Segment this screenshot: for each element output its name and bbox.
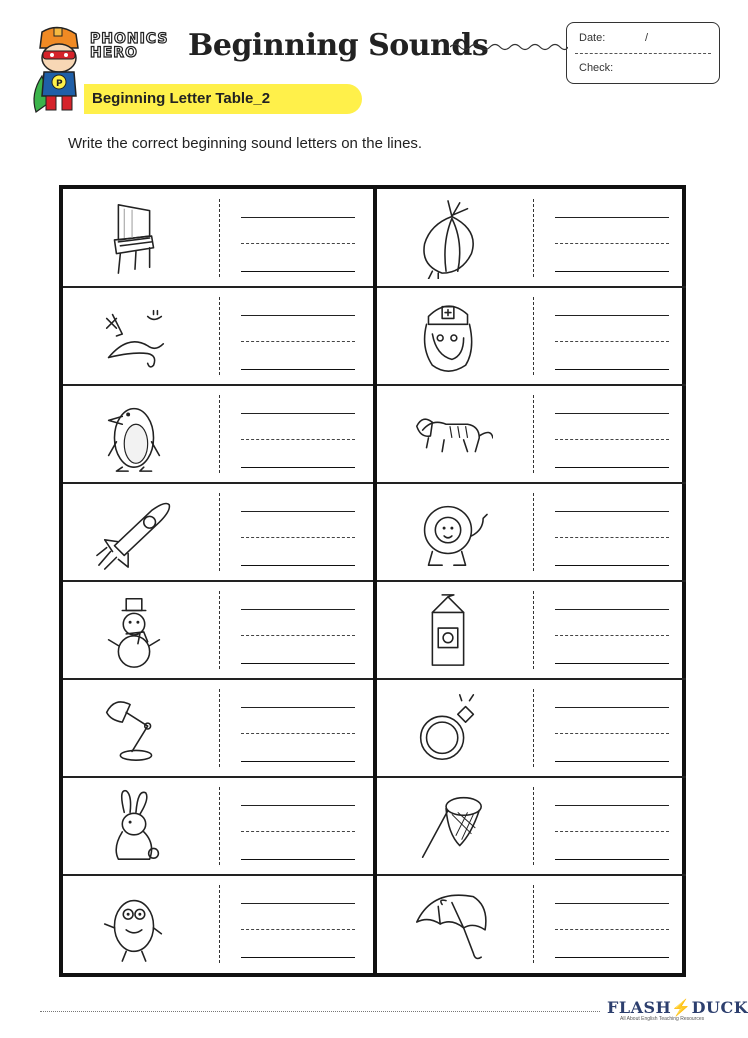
penguin-icon: [89, 393, 179, 475]
writing-line-top: [555, 903, 669, 904]
writing-line-bot[interactable]: [241, 565, 355, 566]
onion-icon: [403, 197, 493, 279]
writing-line-bot[interactable]: [241, 369, 355, 370]
writing-line-top: [241, 413, 355, 414]
cell-divider: [533, 493, 534, 571]
writing-line-top: [555, 609, 669, 610]
check-label: Check:: [579, 62, 614, 74]
ring-icon: [403, 687, 493, 769]
writing-line-top: [555, 315, 669, 316]
right-column: [377, 189, 687, 973]
cell-divider: [219, 591, 220, 669]
writing-line-top: [241, 903, 355, 904]
right-row-5: [377, 581, 687, 679]
cell-divider: [219, 493, 220, 571]
flash-duck-logo: [607, 998, 748, 1017]
lion-icon: [403, 491, 493, 573]
cell-divider: [533, 689, 534, 767]
writing-line-bot[interactable]: [555, 467, 669, 468]
instructions: Write the correct beginning sound letters on the lines.: [68, 135, 423, 152]
writing-line-top: [241, 511, 355, 512]
writing-line-mid: [241, 341, 355, 342]
writing-line-bot[interactable]: [555, 663, 669, 664]
monster-icon: [89, 883, 179, 965]
right-row-1: [377, 189, 687, 287]
writing-line-mid: [555, 537, 669, 538]
cell-divider: [219, 395, 220, 473]
writing-line-bot[interactable]: [241, 761, 355, 762]
brand-line-1: PHONICS: [90, 31, 169, 47]
writing-line-mid: [241, 929, 355, 930]
piano-icon: [89, 197, 179, 279]
net-icon: [403, 785, 493, 867]
rabbit-icon: [89, 785, 179, 867]
logo-part-1: FLASH: [607, 998, 672, 1017]
worksheet-banner: [84, 84, 362, 114]
beginning-letter-table: [59, 185, 686, 977]
writing-line-mid: [555, 341, 669, 342]
left-row-8: [63, 875, 373, 973]
writing-line-top: [241, 315, 355, 316]
writing-line-top: [241, 217, 355, 218]
squiggle-divider-icon: [450, 40, 568, 54]
cell-divider: [533, 885, 534, 963]
writing-line-top: [555, 707, 669, 708]
lips-icon: [89, 295, 179, 377]
date-check-box: [566, 22, 720, 84]
phonics-hero-mascot-icon: [28, 24, 90, 114]
writing-line-bot[interactable]: [241, 663, 355, 664]
milk-carton-icon: [403, 589, 493, 671]
nurse-icon: [403, 295, 493, 377]
snowman-icon: [89, 589, 179, 671]
cell-divider: [219, 885, 220, 963]
writing-line-bot[interactable]: [555, 859, 669, 860]
banner-label: Beginning Letter Table_2: [92, 90, 271, 107]
left-row-3: [63, 385, 373, 483]
writing-line-top: [555, 217, 669, 218]
writing-line-mid: [555, 635, 669, 636]
logo-tagline: All About English Teaching Resources: [620, 1016, 705, 1022]
writing-line-mid: [241, 439, 355, 440]
cell-divider: [219, 689, 220, 767]
left-row-4: [63, 483, 373, 581]
right-row-3: [377, 385, 687, 483]
writing-line-mid: [241, 537, 355, 538]
date-divider: [575, 53, 711, 54]
bolt-icon: ⚡: [671, 998, 692, 1017]
writing-line-mid: [555, 733, 669, 734]
writing-line-mid: [555, 929, 669, 930]
cell-divider: [219, 199, 220, 277]
footer-divider: [40, 1011, 600, 1012]
writing-line-mid: [241, 733, 355, 734]
umbrella-icon: [403, 883, 493, 965]
svg-text:P: P: [56, 79, 63, 89]
right-row-4: [377, 483, 687, 581]
writing-line-top: [241, 805, 355, 806]
rocket-icon: [89, 491, 179, 573]
writing-line-top: [241, 707, 355, 708]
writing-line-bot[interactable]: [555, 761, 669, 762]
left-row-1: [63, 189, 373, 287]
cell-divider: [533, 297, 534, 375]
right-row-7: [377, 777, 687, 875]
cell-divider: [219, 297, 220, 375]
writing-line-top: [241, 609, 355, 610]
left-row-5: [63, 581, 373, 679]
writing-line-mid: [241, 243, 355, 244]
writing-line-top: [555, 805, 669, 806]
left-row-2: [63, 287, 373, 385]
writing-line-mid: [555, 831, 669, 832]
writing-line-top: [555, 511, 669, 512]
right-row-2: [377, 287, 687, 385]
page-title: Beginning Sounds: [188, 28, 489, 63]
cell-divider: [533, 395, 534, 473]
writing-line-mid: [555, 243, 669, 244]
writing-line-bot[interactable]: [555, 369, 669, 370]
writing-line-top: [555, 413, 669, 414]
lamp-icon: [89, 687, 179, 769]
writing-line-bot[interactable]: [241, 467, 355, 468]
writing-line-mid: [241, 635, 355, 636]
writing-line-mid: [555, 439, 669, 440]
cell-divider: [533, 199, 534, 277]
tiger-icon: [403, 393, 493, 475]
writing-line-bot[interactable]: [241, 957, 355, 958]
writing-line-mid: [241, 831, 355, 832]
writing-line-bot[interactable]: [555, 271, 669, 272]
writing-line-bot[interactable]: [241, 859, 355, 860]
left-column: [63, 189, 373, 973]
left-row-6: [63, 679, 373, 777]
logo-part-2: DUCK: [691, 998, 748, 1017]
right-row-8: [377, 875, 687, 973]
phonics-hero-logo: [90, 32, 182, 72]
brand-line-2: HERO: [90, 45, 138, 61]
cell-divider: [219, 787, 220, 865]
cell-divider: [533, 591, 534, 669]
right-row-6: [377, 679, 687, 777]
date-separator: /: [645, 32, 649, 44]
writing-line-bot[interactable]: [241, 271, 355, 272]
cell-divider: [533, 787, 534, 865]
writing-line-bot[interactable]: [555, 957, 669, 958]
left-row-7: [63, 777, 373, 875]
writing-line-bot[interactable]: [555, 565, 669, 566]
date-label: Date:: [579, 32, 606, 44]
